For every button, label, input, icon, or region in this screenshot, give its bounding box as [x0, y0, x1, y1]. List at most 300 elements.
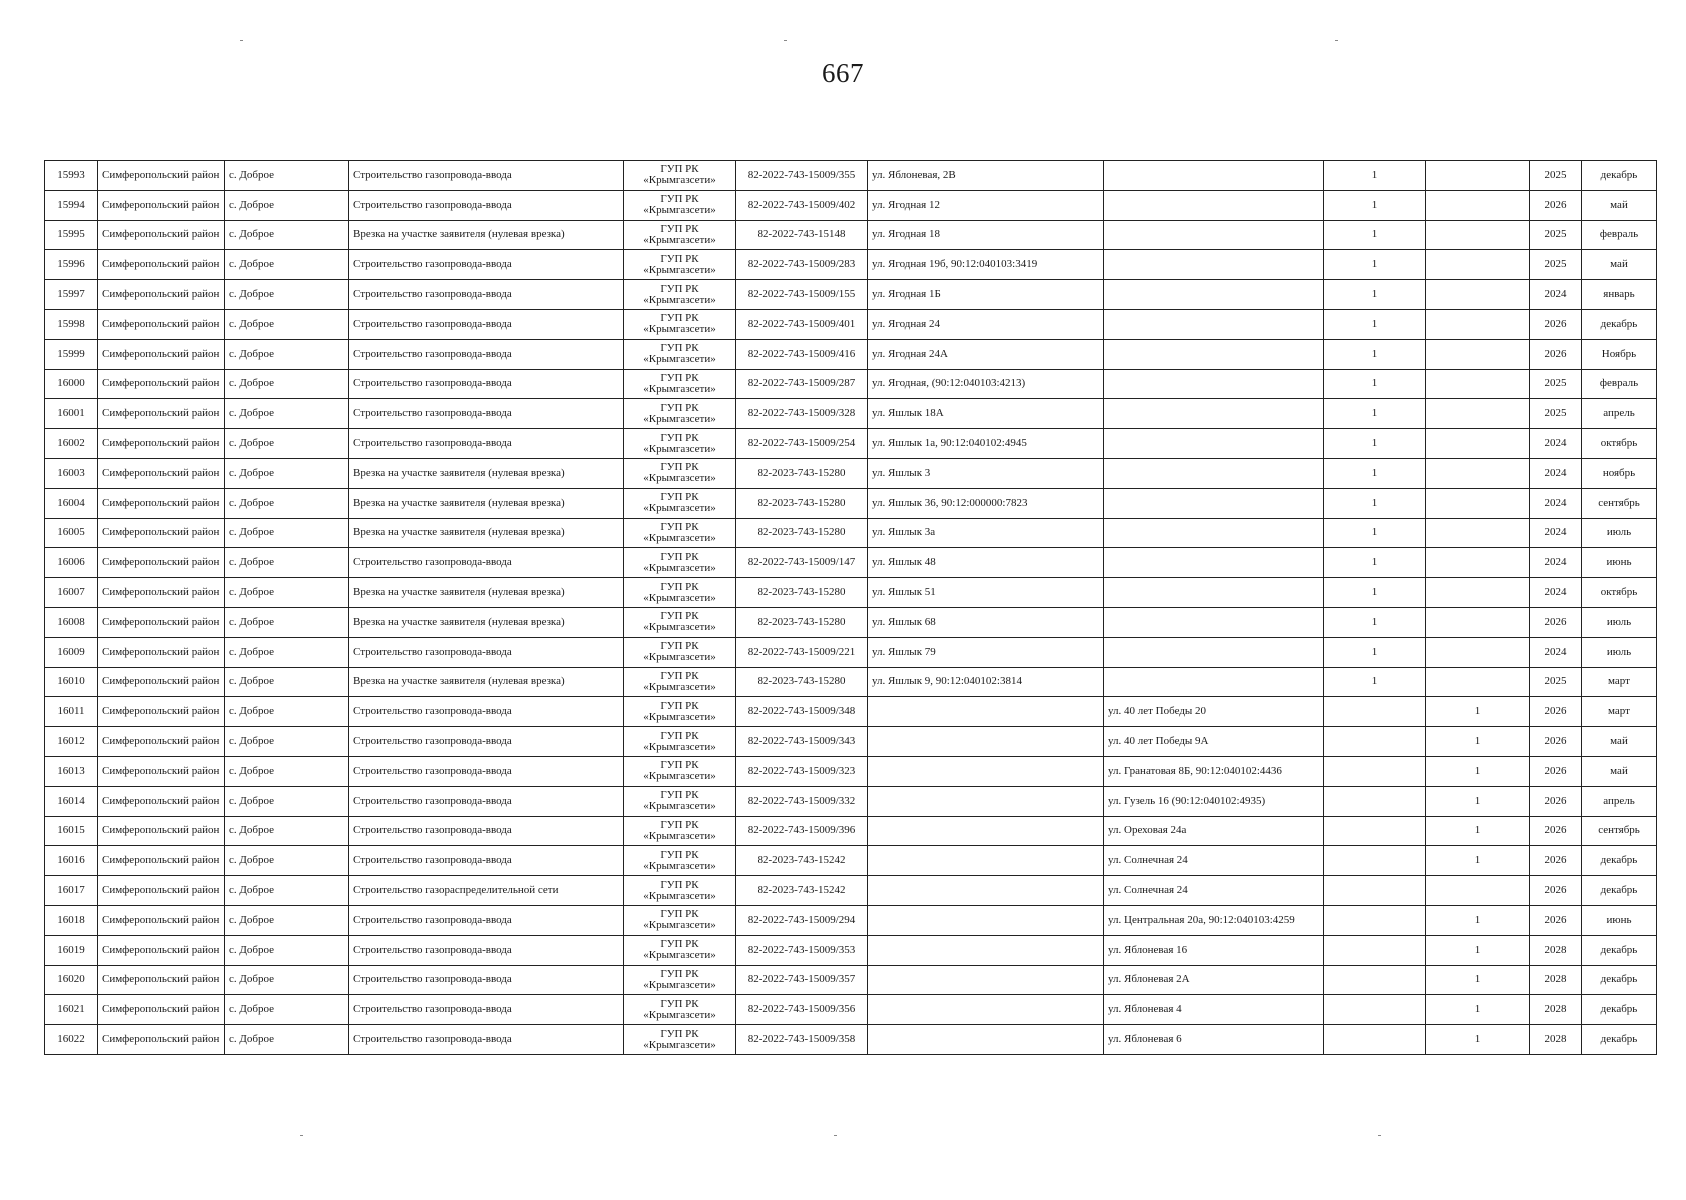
- address-cell: [868, 786, 1104, 816]
- month-cell: июль: [1582, 607, 1657, 637]
- quantity-second-cell: [1426, 876, 1530, 906]
- row-number-cell: 16004: [45, 488, 98, 518]
- month-cell: декабрь: [1582, 846, 1657, 876]
- district-cell: Симферопольский район: [98, 846, 225, 876]
- settlement-cell: с. Доброе: [225, 369, 349, 399]
- address-cell: ул. Яшлык 9, 90:12:040102:3814: [868, 667, 1104, 697]
- organization-cell: ГУП РК «Крымгазсети»: [624, 399, 736, 429]
- row-number-cell: 15998: [45, 309, 98, 339]
- quantity-cell: 1: [1324, 309, 1426, 339]
- address-cell: ул. Яшлык 3а: [868, 518, 1104, 548]
- work-type-cell: Строительство газораспределительной сети: [349, 876, 624, 906]
- work-type-cell: Строительство газопровода-ввода: [349, 369, 624, 399]
- year-cell: 2024: [1530, 548, 1582, 578]
- district-cell: Симферопольский район: [98, 816, 225, 846]
- year-cell: 2025: [1530, 220, 1582, 250]
- settlement-cell: с. Доброе: [225, 458, 349, 488]
- row-number-cell: 16010: [45, 667, 98, 697]
- quantity-second-cell: 1: [1426, 816, 1530, 846]
- settlement-cell: с. Доброе: [225, 190, 349, 220]
- month-cell: декабрь: [1582, 161, 1657, 191]
- address-second-cell: ул. Яблоневая 6: [1104, 1025, 1324, 1055]
- month-cell: июль: [1582, 518, 1657, 548]
- row-number-cell: 16015: [45, 816, 98, 846]
- settlement-cell: с. Доброе: [225, 578, 349, 608]
- registry-code-cell: 82-2022-743-15009/396: [736, 816, 868, 846]
- year-cell: 2024: [1530, 280, 1582, 310]
- scan-speck: [784, 40, 787, 41]
- quantity-second-cell: [1426, 190, 1530, 220]
- organization-cell: ГУП РК «Крымгазсети»: [624, 846, 736, 876]
- table-row: [45, 578, 1657, 608]
- registry-code-cell: 82-2023-743-15280: [736, 488, 868, 518]
- month-cell: декабрь: [1582, 935, 1657, 965]
- row-number-cell: 15995: [45, 220, 98, 250]
- quantity-cell: 1: [1324, 399, 1426, 429]
- month-cell: ноябрь: [1582, 458, 1657, 488]
- row-number-cell: 16000: [45, 369, 98, 399]
- address-cell: ул. Яшлык 48: [868, 548, 1104, 578]
- table-row: [45, 965, 1657, 995]
- address-second-cell: [1104, 250, 1324, 280]
- year-cell: 2026: [1530, 607, 1582, 637]
- work-type-cell: Строительство газопровода-ввода: [349, 250, 624, 280]
- address-cell: ул. Ягодная 24: [868, 309, 1104, 339]
- work-type-cell: Строительство газопровода-ввода: [349, 935, 624, 965]
- row-number-cell: 16013: [45, 756, 98, 786]
- work-type-cell: Врезка на участке заявителя (нулевая врезка): [349, 578, 624, 608]
- registry-code-cell: 82-2022-743-15009/356: [736, 995, 868, 1025]
- settlement-cell: с. Доброе: [225, 1025, 349, 1055]
- address-second-cell: ул. Гузель 16 (90:12:040102:4935): [1104, 786, 1324, 816]
- page-number: 667: [822, 58, 864, 88]
- organization-cell: ГУП РК «Крымгазсети»: [624, 637, 736, 667]
- year-cell: 2026: [1530, 786, 1582, 816]
- row-number-cell: 15994: [45, 190, 98, 220]
- scan-speck: [834, 1135, 837, 1136]
- scan-speck: [1378, 1135, 1381, 1136]
- registry-code-cell: 82-2022-743-15009/402: [736, 190, 868, 220]
- quantity-cell: 1: [1324, 369, 1426, 399]
- quantity-cell: [1324, 935, 1426, 965]
- work-type-cell: Строительство газопровода-ввода: [349, 786, 624, 816]
- quantity-second-cell: [1426, 488, 1530, 518]
- registry-code-cell: 82-2023-743-15280: [736, 518, 868, 548]
- table-row: [45, 876, 1657, 906]
- registry-code-cell: 82-2022-743-15009/254: [736, 429, 868, 459]
- month-cell: апрель: [1582, 786, 1657, 816]
- settlement-cell: с. Доброе: [225, 429, 349, 459]
- address-second-cell: [1104, 637, 1324, 667]
- address-second-cell: ул. Яблоневая 16: [1104, 935, 1324, 965]
- district-cell: Симферопольский район: [98, 339, 225, 369]
- settlement-cell: с. Доброе: [225, 756, 349, 786]
- quantity-cell: [1324, 965, 1426, 995]
- address-second-cell: ул. Ореховая 24а: [1104, 816, 1324, 846]
- table-row: [45, 280, 1657, 310]
- row-number-cell: 16006: [45, 548, 98, 578]
- year-cell: 2028: [1530, 935, 1582, 965]
- row-number-cell: 16016: [45, 846, 98, 876]
- quantity-cell: [1324, 816, 1426, 846]
- district-cell: Симферопольский район: [98, 965, 225, 995]
- address-second-cell: ул. Солнечная 24: [1104, 846, 1324, 876]
- table-row: [45, 161, 1657, 191]
- registry-code-cell: 82-2022-743-15009/332: [736, 786, 868, 816]
- quantity-cell: 1: [1324, 429, 1426, 459]
- year-cell: 2026: [1530, 876, 1582, 906]
- settlement-cell: с. Доброе: [225, 667, 349, 697]
- organization-cell: ГУП РК «Крымгазсети»: [624, 548, 736, 578]
- registry-code-cell: 82-2022-743-15148: [736, 220, 868, 250]
- registry-code-cell: 82-2022-743-15009/343: [736, 727, 868, 757]
- table-row: [45, 905, 1657, 935]
- table-row: [45, 190, 1657, 220]
- month-cell: апрель: [1582, 399, 1657, 429]
- address-cell: ул. Яшлык 18А: [868, 399, 1104, 429]
- quantity-cell: 1: [1324, 339, 1426, 369]
- registry-code-cell: 82-2022-743-15009/294: [736, 905, 868, 935]
- quantity-second-cell: [1426, 280, 1530, 310]
- address-cell: ул. Ягодная 19б, 90:12:040103:3419: [868, 250, 1104, 280]
- registry-code-cell: 82-2023-743-15242: [736, 846, 868, 876]
- row-number-cell: 16022: [45, 1025, 98, 1055]
- work-type-cell: Строительство газопровода-ввода: [349, 1025, 624, 1055]
- settlement-cell: с. Доброе: [225, 727, 349, 757]
- quantity-second-cell: [1426, 369, 1530, 399]
- scan-speck: [1335, 40, 1338, 41]
- district-cell: Симферопольский район: [98, 756, 225, 786]
- address-cell: ул. Яшлык 1а, 90:12:040102:4945: [868, 429, 1104, 459]
- month-cell: октябрь: [1582, 429, 1657, 459]
- settlement-cell: с. Доброе: [225, 816, 349, 846]
- work-type-cell: Строительство газопровода-ввода: [349, 548, 624, 578]
- table-row: [45, 309, 1657, 339]
- year-cell: 2025: [1530, 667, 1582, 697]
- address-cell: ул. Яшлык 51: [868, 578, 1104, 608]
- year-cell: 2026: [1530, 697, 1582, 727]
- registry-code-cell: 82-2023-743-15280: [736, 578, 868, 608]
- table-row: [45, 518, 1657, 548]
- registry-code-cell: 82-2023-743-15280: [736, 607, 868, 637]
- quantity-cell: 1: [1324, 190, 1426, 220]
- registry-code-cell: 82-2023-743-15280: [736, 667, 868, 697]
- address-second-cell: ул. Солнечная 24: [1104, 876, 1324, 906]
- year-cell: 2026: [1530, 339, 1582, 369]
- settlement-cell: с. Доброе: [225, 876, 349, 906]
- organization-cell: ГУП РК «Крымгазсети»: [624, 250, 736, 280]
- month-cell: декабрь: [1582, 876, 1657, 906]
- organization-cell: ГУП РК «Крымгазсети»: [624, 458, 736, 488]
- district-cell: Симферопольский район: [98, 935, 225, 965]
- organization-cell: ГУП РК «Крымгазсети»: [624, 429, 736, 459]
- address-cell: ул. Ягодная 24А: [868, 339, 1104, 369]
- year-cell: 2024: [1530, 518, 1582, 548]
- work-type-cell: Врезка на участке заявителя (нулевая врезка): [349, 607, 624, 637]
- year-cell: 2026: [1530, 190, 1582, 220]
- table-row: [45, 399, 1657, 429]
- quantity-second-cell: 1: [1426, 727, 1530, 757]
- scan-speck: [300, 1135, 303, 1136]
- organization-cell: ГУП РК «Крымгазсети»: [624, 935, 736, 965]
- row-number-cell: 16009: [45, 637, 98, 667]
- quantity-second-cell: [1426, 309, 1530, 339]
- address-second-cell: [1104, 548, 1324, 578]
- organization-cell: ГУП РК «Крымгазсети»: [624, 667, 736, 697]
- row-number-cell: 16001: [45, 399, 98, 429]
- quantity-second-cell: [1426, 250, 1530, 280]
- year-cell: 2026: [1530, 756, 1582, 786]
- quantity-cell: 1: [1324, 488, 1426, 518]
- settlement-cell: с. Доброе: [225, 637, 349, 667]
- work-type-cell: Строительство газопровода-ввода: [349, 161, 624, 191]
- quantity-cell: [1324, 756, 1426, 786]
- address-second-cell: [1104, 488, 1324, 518]
- organization-cell: ГУП РК «Крымгазсети»: [624, 518, 736, 548]
- scan-speck: [240, 40, 243, 41]
- address-cell: ул. Яшлык 3: [868, 458, 1104, 488]
- month-cell: май: [1582, 190, 1657, 220]
- quantity-cell: 1: [1324, 250, 1426, 280]
- district-cell: Симферопольский район: [98, 161, 225, 191]
- row-number-cell: 16019: [45, 935, 98, 965]
- work-type-cell: Строительство газопровода-ввода: [349, 905, 624, 935]
- row-number-cell: 16014: [45, 786, 98, 816]
- settlement-cell: с. Доброе: [225, 339, 349, 369]
- work-type-cell: Строительство газопровода-ввода: [349, 637, 624, 667]
- month-cell: сентябрь: [1582, 816, 1657, 846]
- address-second-cell: ул. Центральная 20а, 90:12:040103:4259: [1104, 905, 1324, 935]
- work-type-cell: Врезка на участке заявителя (нулевая врезка): [349, 667, 624, 697]
- address-cell: [868, 816, 1104, 846]
- organization-cell: ГУП РК «Крымгазсети»: [624, 190, 736, 220]
- quantity-second-cell: [1426, 518, 1530, 548]
- settlement-cell: с. Доброе: [225, 280, 349, 310]
- month-cell: июнь: [1582, 905, 1657, 935]
- year-cell: 2025: [1530, 369, 1582, 399]
- quantity-second-cell: [1426, 667, 1530, 697]
- registry-code-cell: 82-2022-743-15009/348: [736, 697, 868, 727]
- district-cell: Симферопольский район: [98, 548, 225, 578]
- registry-code-cell: 82-2023-743-15280: [736, 458, 868, 488]
- address-cell: [868, 935, 1104, 965]
- organization-cell: ГУП РК «Крымгазсети»: [624, 280, 736, 310]
- settlement-cell: с. Доброе: [225, 518, 349, 548]
- address-second-cell: [1104, 339, 1324, 369]
- address-cell: [868, 965, 1104, 995]
- registry-code-cell: 82-2022-743-15009/155: [736, 280, 868, 310]
- district-cell: Симферопольский район: [98, 637, 225, 667]
- registry-table: [44, 160, 1657, 1055]
- row-number-cell: 16002: [45, 429, 98, 459]
- table-row: [45, 488, 1657, 518]
- quantity-cell: 1: [1324, 637, 1426, 667]
- row-number-cell: 16007: [45, 578, 98, 608]
- table-row: [45, 697, 1657, 727]
- registry-code-cell: 82-2022-743-15009/353: [736, 935, 868, 965]
- address-cell: ул. Ягодная, (90:12:040103:4213): [868, 369, 1104, 399]
- quantity-second-cell: [1426, 637, 1530, 667]
- district-cell: Симферопольский район: [98, 518, 225, 548]
- address-cell: ул. Ягодная 18: [868, 220, 1104, 250]
- row-number-cell: 16017: [45, 876, 98, 906]
- quantity-second-cell: 1: [1426, 756, 1530, 786]
- quantity-cell: 1: [1324, 458, 1426, 488]
- month-cell: май: [1582, 250, 1657, 280]
- quantity-second-cell: [1426, 607, 1530, 637]
- work-type-cell: Строительство газопровода-ввода: [349, 339, 624, 369]
- quantity-second-cell: [1426, 399, 1530, 429]
- month-cell: март: [1582, 697, 1657, 727]
- address-cell: ул. Яшлык 36, 90:12:000000:7823: [868, 488, 1104, 518]
- quantity-cell: 1: [1324, 578, 1426, 608]
- quantity-second-cell: [1426, 161, 1530, 191]
- month-cell: декабрь: [1582, 995, 1657, 1025]
- row-number-cell: 15999: [45, 339, 98, 369]
- quantity-cell: [1324, 786, 1426, 816]
- table-row: [45, 548, 1657, 578]
- registry-code-cell: 82-2022-743-15009/147: [736, 548, 868, 578]
- month-cell: январь: [1582, 280, 1657, 310]
- settlement-cell: с. Доброе: [225, 607, 349, 637]
- year-cell: 2025: [1530, 399, 1582, 429]
- organization-cell: ГУП РК «Крымгазсети»: [624, 727, 736, 757]
- organization-cell: ГУП РК «Крымгазсети»: [624, 995, 736, 1025]
- district-cell: Симферопольский район: [98, 458, 225, 488]
- address-second-cell: [1104, 518, 1324, 548]
- district-cell: Симферопольский район: [98, 429, 225, 459]
- row-number-cell: 16020: [45, 965, 98, 995]
- row-number-cell: 16003: [45, 458, 98, 488]
- organization-cell: ГУП РК «Крымгазсети»: [624, 369, 736, 399]
- work-type-cell: Врезка на участке заявителя (нулевая врезка): [349, 220, 624, 250]
- year-cell: 2025: [1530, 250, 1582, 280]
- district-cell: Симферопольский район: [98, 488, 225, 518]
- month-cell: июль: [1582, 637, 1657, 667]
- district-cell: Симферопольский район: [98, 578, 225, 608]
- table-row: [45, 607, 1657, 637]
- work-type-cell: Строительство газопровода-ввода: [349, 816, 624, 846]
- settlement-cell: с. Доброе: [225, 309, 349, 339]
- organization-cell: ГУП РК «Крымгазсети»: [624, 488, 736, 518]
- address-second-cell: ул. Яблоневая 4: [1104, 995, 1324, 1025]
- settlement-cell: с. Доброе: [225, 905, 349, 935]
- settlement-cell: с. Доброе: [225, 161, 349, 191]
- month-cell: декабрь: [1582, 1025, 1657, 1055]
- table-row: [45, 935, 1657, 965]
- settlement-cell: с. Доброе: [225, 995, 349, 1025]
- organization-cell: ГУП РК «Крымгазсети»: [624, 578, 736, 608]
- quantity-cell: 1: [1324, 548, 1426, 578]
- address-second-cell: [1104, 607, 1324, 637]
- quantity-cell: 1: [1324, 280, 1426, 310]
- address-second-cell: [1104, 429, 1324, 459]
- registry-code-cell: 82-2022-743-15009/221: [736, 637, 868, 667]
- month-cell: сентябрь: [1582, 488, 1657, 518]
- settlement-cell: с. Доброе: [225, 250, 349, 280]
- address-second-cell: [1104, 458, 1324, 488]
- address-cell: [868, 1025, 1104, 1055]
- settlement-cell: с. Доброе: [225, 786, 349, 816]
- settlement-cell: с. Доброе: [225, 399, 349, 429]
- quantity-cell: [1324, 1025, 1426, 1055]
- work-type-cell: Строительство газопровода-ввода: [349, 965, 624, 995]
- quantity-cell: [1324, 876, 1426, 906]
- registry-code-cell: 82-2022-743-15009/328: [736, 399, 868, 429]
- address-cell: ул. Ягодная 12: [868, 190, 1104, 220]
- year-cell: 2024: [1530, 488, 1582, 518]
- year-cell: 2024: [1530, 578, 1582, 608]
- quantity-second-cell: [1426, 548, 1530, 578]
- year-cell: 2026: [1530, 905, 1582, 935]
- registry-code-cell: 82-2022-743-15009/323: [736, 756, 868, 786]
- work-type-cell: Строительство газопровода-ввода: [349, 995, 624, 1025]
- table-row: [45, 1025, 1657, 1055]
- address-cell: ул. Ягодная 1Б: [868, 280, 1104, 310]
- address-second-cell: [1104, 161, 1324, 191]
- address-second-cell: [1104, 280, 1324, 310]
- quantity-cell: [1324, 697, 1426, 727]
- row-number-cell: 15997: [45, 280, 98, 310]
- quantity-cell: 1: [1324, 518, 1426, 548]
- month-cell: май: [1582, 727, 1657, 757]
- quantity-second-cell: 1: [1426, 1025, 1530, 1055]
- district-cell: Симферопольский район: [98, 876, 225, 906]
- work-type-cell: Строительство газопровода-ввода: [349, 697, 624, 727]
- year-cell: 2026: [1530, 309, 1582, 339]
- month-cell: октябрь: [1582, 578, 1657, 608]
- district-cell: Симферопольский район: [98, 697, 225, 727]
- table-row: [45, 369, 1657, 399]
- address-cell: [868, 995, 1104, 1025]
- table-row: [45, 756, 1657, 786]
- registry-code-cell: 82-2023-743-15242: [736, 876, 868, 906]
- quantity-second-cell: 1: [1426, 965, 1530, 995]
- row-number-cell: 16012: [45, 727, 98, 757]
- district-cell: Симферопольский район: [98, 250, 225, 280]
- address-second-cell: ул. 40 лет Победы 20: [1104, 697, 1324, 727]
- registry-code-cell: 82-2022-743-15009/357: [736, 965, 868, 995]
- district-cell: Симферопольский район: [98, 905, 225, 935]
- settlement-cell: с. Доброе: [225, 488, 349, 518]
- address-second-cell: [1104, 369, 1324, 399]
- row-number-cell: 15993: [45, 161, 98, 191]
- district-cell: Симферопольский район: [98, 995, 225, 1025]
- address-second-cell: [1104, 399, 1324, 429]
- address-cell: [868, 876, 1104, 906]
- year-cell: 2024: [1530, 429, 1582, 459]
- work-type-cell: Строительство газопровода-ввода: [349, 429, 624, 459]
- address-cell: [868, 697, 1104, 727]
- year-cell: 2024: [1530, 637, 1582, 667]
- work-type-cell: Строительство газопровода-ввода: [349, 309, 624, 339]
- quantity-second-cell: [1426, 429, 1530, 459]
- year-cell: 2026: [1530, 816, 1582, 846]
- quantity-second-cell: [1426, 339, 1530, 369]
- month-cell: май: [1582, 756, 1657, 786]
- year-cell: 2024: [1530, 458, 1582, 488]
- organization-cell: ГУП РК «Крымгазсети»: [624, 786, 736, 816]
- organization-cell: ГУП РК «Крымгазсети»: [624, 220, 736, 250]
- organization-cell: ГУП РК «Крымгазсети»: [624, 309, 736, 339]
- month-cell: февраль: [1582, 369, 1657, 399]
- year-cell: 2026: [1530, 846, 1582, 876]
- district-cell: Симферопольский район: [98, 369, 225, 399]
- organization-cell: ГУП РК «Крымгазсети»: [624, 816, 736, 846]
- table-row: [45, 846, 1657, 876]
- month-cell: Ноябрь: [1582, 339, 1657, 369]
- table-row: [45, 429, 1657, 459]
